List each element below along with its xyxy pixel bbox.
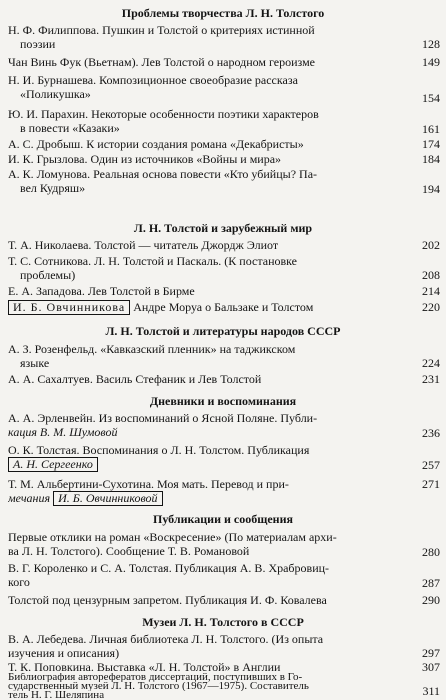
- entry-line: изучения и описания): [8, 646, 120, 660]
- page-number: 194: [422, 182, 440, 196]
- entry-line: А. А. Эрленвейн. Из воспоминаний о Ясной Поляне. Публи-: [8, 411, 318, 425]
- toc-entry: [8, 411, 416, 439]
- page-number: 202: [422, 238, 440, 252]
- entry-line: [8, 457, 416, 472]
- page-number: 236: [422, 426, 440, 440]
- toc-entry: [8, 254, 416, 282]
- entry-line: Т. А. Николаева. Толстой — читатель Джордж Элиот: [8, 238, 279, 252]
- entry-line: А. К. Ломунова. Реальная основа повести «Кто убийцы? Па-: [8, 167, 318, 181]
- page-number: 220: [422, 300, 440, 314]
- entry-line: Т. К. Поповкина. Выставка «Л. Н. Толстой» в Англии: [8, 660, 281, 674]
- entry-line: Библиография авторефератов диссертаций, поступивших в Го-: [8, 673, 303, 682]
- entry-line: тель Н. Г. Шеляпина: [8, 691, 105, 700]
- section-title: Публикации и сообщения: [152, 512, 293, 526]
- entry-line: проблемы): [20, 268, 76, 282]
- toc-entry: [8, 152, 416, 166]
- page-number: 224: [422, 356, 440, 370]
- entry-line: Толстой под цензурным запретом. Публикация И. Ф. Ковалева: [8, 593, 327, 607]
- page-number: 280: [422, 545, 440, 559]
- entry-line: [8, 300, 416, 315]
- toc-entry: [8, 73, 416, 101]
- entry-line: Чан Винь Фук (Вьетнам). Лев Толстой о народном героизме: [8, 55, 315, 69]
- toc-entry: [8, 632, 416, 660]
- page-number: 287: [422, 576, 440, 590]
- entry-line: Первые отклики на роман «Воскресение» (По материалам архи-: [8, 530, 337, 544]
- page-number: 307: [422, 660, 440, 674]
- entry-line: кация В. М. Шумовой: [8, 425, 118, 439]
- page-number: 174: [422, 137, 440, 151]
- entry-line: В. А. Лебедева. Личная библиотека Л. Н. Толстого. (Из опыта: [8, 632, 324, 646]
- page-number: 161: [422, 122, 440, 136]
- entry-line: Ю. И. Парахин. Некоторые особенности поэтики характеров: [8, 107, 319, 121]
- page-number: 128: [422, 37, 440, 51]
- toc-entry: [8, 673, 416, 700]
- entry-line: Н. И. Бурнашева. Композиционное своеобразие рассказа: [8, 73, 298, 87]
- entry-line: А. А. Сахалтуев. Василь Стефаник и Лев Толстой: [8, 372, 262, 386]
- page-number: 149: [422, 55, 440, 69]
- entry-line: Т. М. Альбертини-Сухотина. Моя мать. Перевод и при-: [8, 477, 289, 491]
- entry-line: языке: [20, 356, 50, 370]
- toc-entry: [8, 530, 416, 558]
- section-title: Музеи Л. Н. Толстого в СССР: [142, 615, 304, 629]
- toc-entry: [8, 342, 416, 370]
- entry-line: в повести «Казаки»: [20, 121, 120, 135]
- toc-entry: [8, 372, 416, 386]
- entry-line: Е. А. Западова. Лев Толстой в Бирме: [8, 284, 195, 298]
- page-number: 214: [422, 284, 440, 298]
- entry-line: сударственный музей Л. Н. Толстого (1967—1975). Составитель: [8, 682, 309, 691]
- toc-entry: [8, 300, 416, 315]
- page-number: 311: [422, 684, 440, 698]
- toc-entry: [8, 443, 416, 472]
- entry-line: кого: [8, 575, 30, 589]
- toc-entry: [8, 137, 416, 151]
- toc-entry: [8, 660, 416, 674]
- entry-line: И. К. Грызлова. Один из источников «Войны и мира»: [8, 152, 282, 166]
- entry-line: «Поликушка»: [20, 87, 91, 101]
- section-title: Л. Н. Толстой и литературы народов СССР: [105, 324, 341, 338]
- page-number: 208: [422, 268, 440, 282]
- entry-line: А. З. Розенфельд. «Кавказский пленник» на таджикском: [8, 342, 296, 356]
- toc-entry: [8, 284, 416, 298]
- entry-line: О. К. Толстая. Воспоминания о Л. Н. Толстом. Публикация: [8, 443, 310, 457]
- page-number: 271: [422, 477, 440, 491]
- page-number: 231: [422, 372, 440, 386]
- entry-line: вел Кудряш»: [20, 181, 86, 195]
- entry-line: Н. Ф. Филиппова. Пушкин и Толстой о критериях истинной: [8, 23, 315, 37]
- page-number: 154: [422, 91, 440, 105]
- entry-line: В. Г. Короленко и С. А. Толстая. Публикация А. В. Храбровиц-: [8, 561, 330, 575]
- toc-entry: [8, 167, 416, 195]
- page-number: 184: [422, 152, 440, 166]
- entry-line: Т. С. Сотникова. Л. Н. Толстой и Паскаль. (К постановке: [8, 254, 298, 268]
- entry-line: ва Л. Н. Толстого). Сообщение Т. В. Романовой: [8, 544, 250, 558]
- section-title: Проблемы творчества Л. Н. Толстого: [121, 6, 325, 20]
- boxed-name: А. Н. Сергеенко: [8, 457, 98, 472]
- boxed-name: И. Б. Овчинниковой: [53, 491, 162, 506]
- section-title: Дневники и воспоминания: [149, 394, 297, 408]
- entry-text: мечания: [8, 491, 51, 505]
- toc-entry: [8, 477, 416, 506]
- page-number: 297: [422, 646, 440, 660]
- page-number: 257: [422, 458, 440, 472]
- entry-line: [8, 491, 416, 506]
- toc-entry: [8, 238, 416, 252]
- entry-line: поэзии: [20, 37, 56, 51]
- toc-entry: [8, 107, 416, 135]
- section-title: Л. Н. Толстой и зарубежный мир: [133, 221, 313, 235]
- page-number: 290: [422, 593, 440, 607]
- boxed-name: И. Б. Овчинникова: [8, 300, 130, 315]
- toc-entry: [8, 593, 416, 607]
- entry-line: А. С. Дробыш. К истории создания романа «Декабристы»: [8, 137, 304, 151]
- toc-entry: [8, 23, 416, 51]
- toc-entry: [8, 55, 416, 69]
- toc-entry: [8, 561, 416, 589]
- entry-title: Андре Моруа о Бальзаке и Толстом: [133, 300, 314, 314]
